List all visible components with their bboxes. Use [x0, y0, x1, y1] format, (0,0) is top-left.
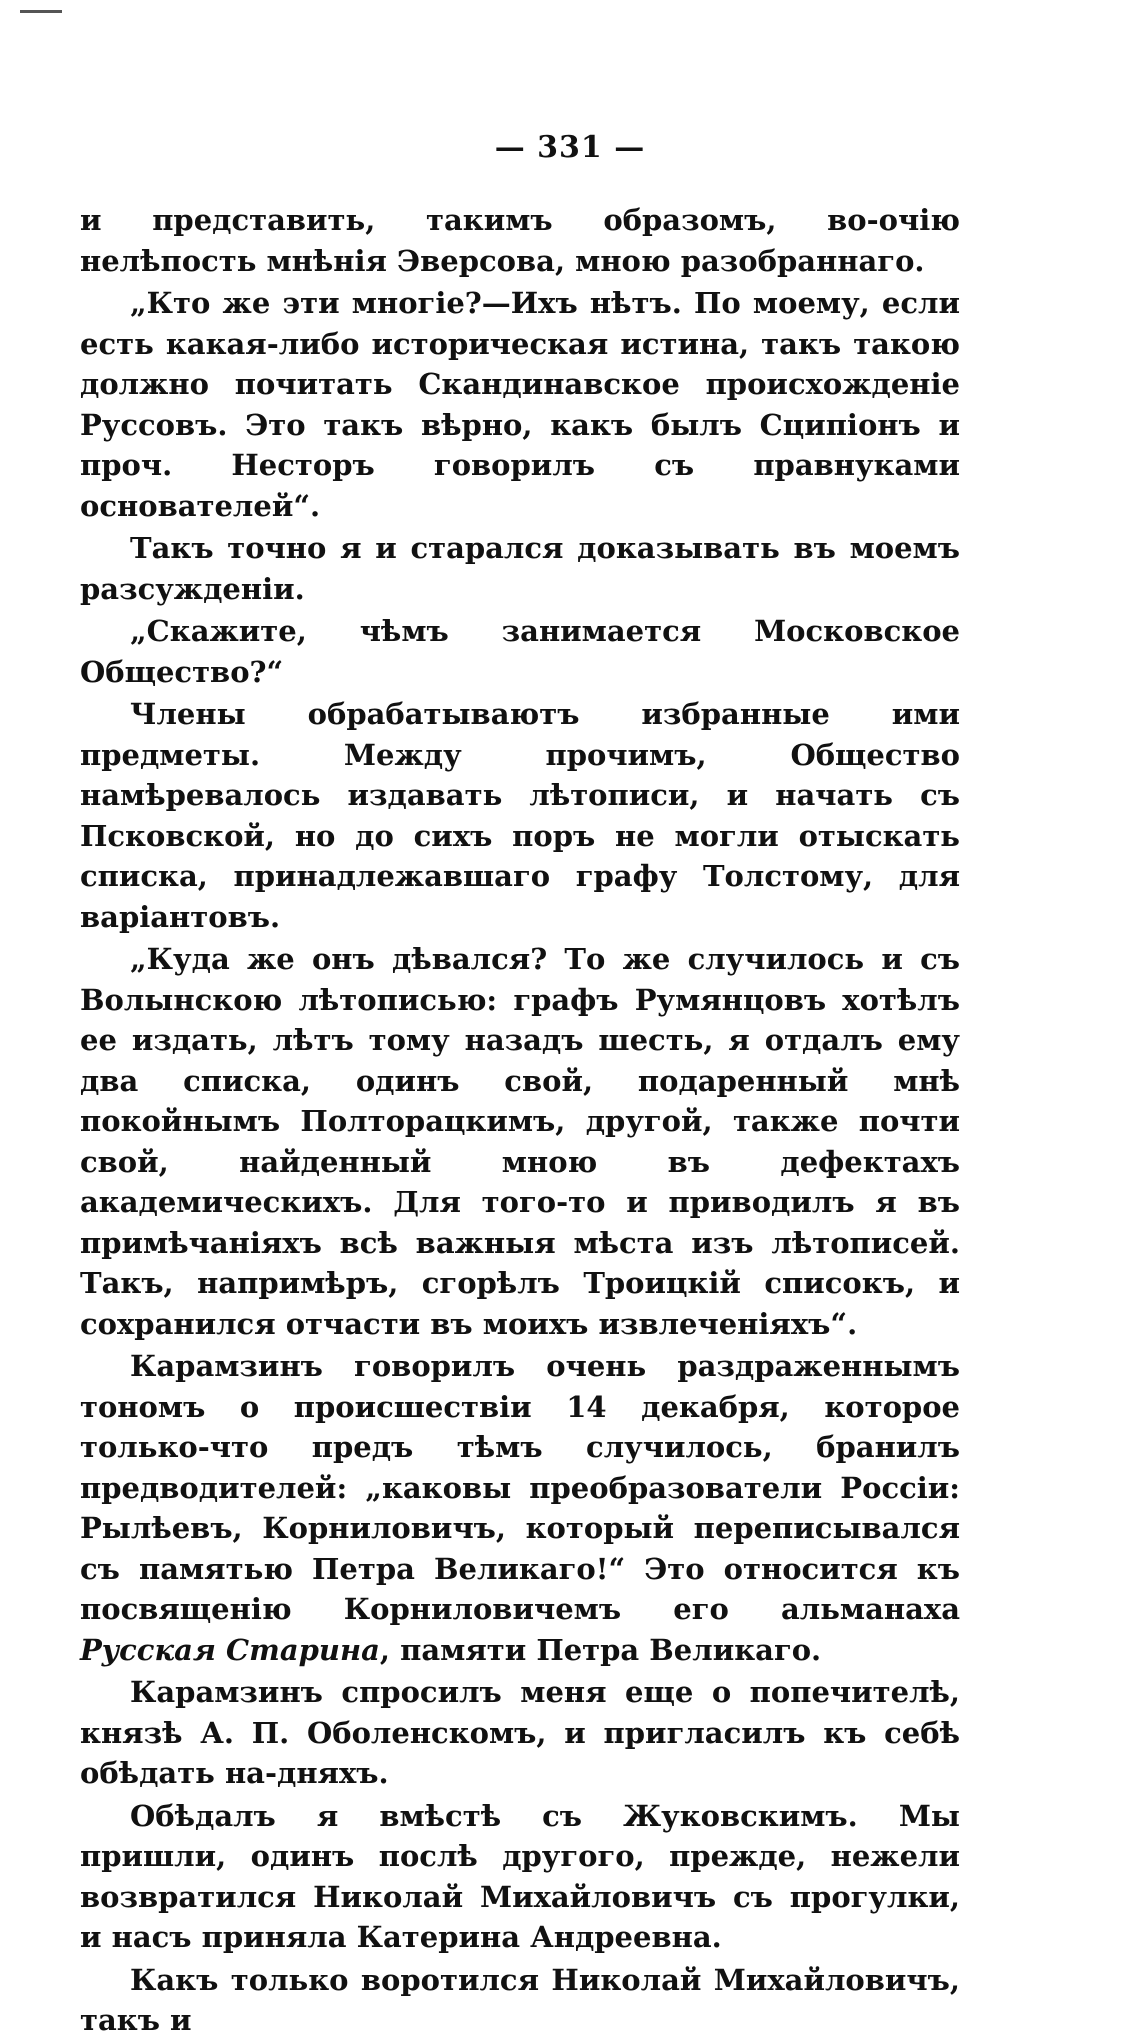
- paragraph: [80, 1672, 960, 1794]
- paragraph-text: Карамзинъ спросилъ меня еще о попечителѣ, князѣ А. П. Оболенскомъ, и пригласилъ къ себѣ обѣдать на-дняхъ.: [80, 1675, 960, 1790]
- paragraph: [80, 694, 960, 937]
- page-number: — 331 —: [494, 130, 646, 165]
- paragraph: [80, 283, 960, 526]
- paragraph: [80, 611, 960, 692]
- paragraph: [80, 200, 960, 281]
- paragraph-text: , памяти Петра Великаго.: [379, 1632, 822, 1667]
- paragraph-text: Какъ только воротился Николай Михайловичъ, такъ и: [80, 1962, 960, 2037]
- paragraph: [80, 939, 960, 1344]
- italic-title: Русская Старина: [80, 1632, 380, 1667]
- paragraph-text: „Кто же эти многіе?—Ихъ нѣтъ. По моему, если есть какая-либо историческая истина, такъ такою должно почитать Скандинавское происхожденіе Руссовъ. Это такъ вѣрно, какъ былъ Сципіонъ и проч. Несторъ говорилъ съ правнуками основателей“.: [80, 286, 960, 523]
- paragraph-text: „Скажите, чѣмъ занимается Московское Общество?“: [80, 614, 960, 689]
- paragraph: [80, 1960, 960, 2041]
- paragraph-text: Члены обрабатываютъ избранные ими предметы. Между прочимъ, Общество намѣревалось издавать лѣтописи, и начать съ Псковской, но до сихъ поръ не могли отыскать списка, принадлежавшаго графу Толстому, для варіантовъ.: [80, 697, 960, 934]
- paragraph: [80, 1796, 960, 1958]
- paragraph-text: Такъ точно я и старался доказывать въ моемъ разсужденіи.: [80, 531, 960, 606]
- body-text: [80, 200, 960, 2043]
- paragraph: [80, 1346, 960, 1670]
- paragraph-text: Карамзинъ говорилъ очень раздраженнымъ тономъ о происшествіи 14 декабря, которое только-что предъ тѣмъ случилось, бранилъ предводителей: „каковы преобразователи Россіи: Рылѣевъ, Корниловичъ, который переписывался съ памятью Петра Великаго!“ Это относится къ посвященію Корниловичемъ его альманаха: [80, 1349, 960, 1626]
- paragraph: [80, 528, 960, 609]
- paragraph-text: Обѣдалъ я вмѣстѣ съ Жуковскимъ. Мы пришли, одинъ послѣ другого, прежде, нежели возвратился Николай Михайловичъ съ прогулки, и насъ приняла Катерина Андреевна.: [80, 1798, 960, 1954]
- paragraph-text: и представить, такимъ образомъ, во-очію нелѣпость мнѣнія Эверсова, мною разобраннаго.: [80, 203, 960, 278]
- paragraph-text: „Куда же онъ дѣвался? То же случилось и съ Волынскою лѣтописью: графъ Румянцовъ хотѣлъ ее издать, лѣтъ тому назадъ шесть, я отдалъ ему два списка, одинъ свой, подаренный мнѣ покойнымъ Полторацкимъ, другой, также почти свой, найденный мною въ дефектахъ академическихъ. Для того-то и приводилъ я въ примѣчаніяхъ всѣ важныя мѣста изъ лѣтописей. Такъ, напримѣръ, сгорѣлъ Троицкій списокъ, и сохранился отчасти въ моихъ извлеченіяхъ“.: [80, 942, 960, 1341]
- scan-corner-mark: [20, 10, 62, 13]
